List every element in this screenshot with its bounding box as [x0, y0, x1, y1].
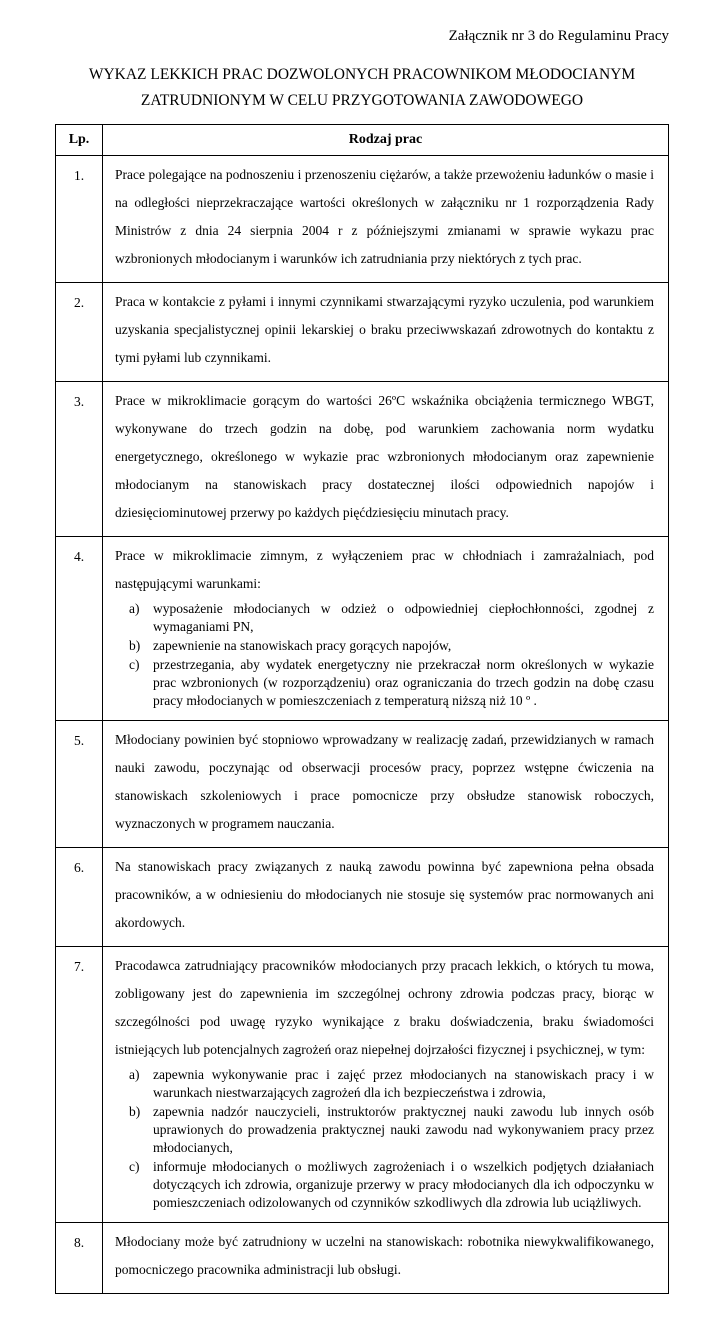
table-row — [56, 848, 669, 947]
sub-item-text: zapewnienie na stanowiskach pracy gorących napojów, — [153, 638, 452, 653]
annex-label: Załącznik nr 3 do Regulaminu Pracy — [448, 28, 669, 44]
row-content — [103, 537, 669, 721]
row-text: Młodociany może być zatrudniony w uczelni na stanowiskach: robotnika niewykwalifikowanego, pomocniczego pracownika administracji lub obsługi. — [115, 1234, 654, 1277]
row-text: Prace w mikroklimacie gorącym do wartości 26ºC wskaźnika obciążenia termicznego WBGT, wykonywane do trzech godzin na dobę, pod warunkiem zachowania norm wydatku energetycznego, określonego w wykazie prac wzbronionych młodocianym oraz zapewnienie młodocianym na stanowiskach pracy dostatecznej ilości odpowiednich napojów i dziesięciominutowej przerwy po każdych pięćdziesięciu minutach pracy. — [115, 393, 654, 520]
row-content — [103, 283, 669, 382]
row-content — [103, 382, 669, 537]
sub-item — [129, 656, 654, 710]
table-header — [56, 125, 669, 156]
sub-item — [129, 1158, 654, 1212]
row-number: 7. — [56, 947, 103, 1223]
sub-item — [129, 1103, 654, 1157]
sub-list — [129, 600, 654, 710]
column-header-lp: Lp. — [56, 125, 103, 156]
sub-list — [129, 1066, 654, 1212]
title-line-1: WYKAZ LEKKICH PRAC DOZWOLONYCH PRACOWNIKOM MŁODOCIANYM — [88, 66, 636, 83]
sub-item — [129, 1066, 654, 1102]
table-header-row — [56, 125, 669, 156]
row-content — [103, 947, 669, 1223]
sub-item-marker: b) — [129, 638, 141, 653]
sub-item-text: zapewnia nadzór nauczycieli, instruktorów praktycznej nauki zawodu lub innych osób uprawionych do prowadzenia praktycznej nauki zawodu nad wykonywaniem pracy przez młodocianych, — [153, 1104, 654, 1155]
table-row — [56, 283, 669, 382]
sub-item — [129, 600, 654, 636]
row-number: 3. — [56, 382, 103, 537]
table-body — [56, 156, 669, 1294]
row-text: Prace polegające na podnoszeniu i przenoszeniu ciężarów, a także przewożeniu ładunków o masie i na odległości nieprzekraczające wartości określonych w załączniku nr 1 rozporządzenia Rady Ministrów z dnia 24 sierpnia 2004 r z późniejszymi zmianami w sprawie wykazu prac wzbronionych młodocianym i warunków ich zatrudniania przy niektórych z tych prac. — [115, 167, 654, 266]
row-content — [103, 848, 669, 947]
row-content — [103, 156, 669, 283]
sub-item-marker: a) — [129, 1067, 140, 1082]
works-table — [55, 124, 669, 1294]
table-row — [56, 156, 669, 283]
sub-item-text: przestrzegania, aby wydatek energetyczny nie przekraczał norm określonych w wykazie prac wzbronionych (w rozporządzeniu) oraz ograniczania do trzech godzin na dobę czasu pracy młodocianych w pomieszczeniach z temperaturą niższą niż 10 º . — [153, 657, 654, 708]
sub-item-text: informuje młodocianych o możliwych zagrożeniach i o wszelkich podjętych działaniach dotyczących ich zdrowia, organizuje przerwy w pracy młodocianych dla ich odpoczynku w pomieszczeniach odizolowanych od czynników szkodliwych dla zdrowia lub uciążliwych. — [153, 1159, 654, 1210]
row-number: 5. — [56, 721, 103, 848]
sub-item-marker: b) — [129, 1104, 141, 1119]
row-text: Młodociany powinien być stopniowo wprowadzany w realizację zadań, przewidzianych w ramach nauki zawodu, poczynając od obserwacji procesów pracy, poprzez wstępne ćwiczenia na stanowiskach szkoleniowych i prace pomocnicze przy obsłudze stanowisk roboczych, wyznaczonych w programem nauczania. — [115, 732, 654, 831]
document-title — [55, 62, 669, 114]
table-row — [56, 947, 669, 1223]
row-content — [103, 721, 669, 848]
row-text: Na stanowiskach pracy związanych z nauką zawodu powinna być zapewniona pełna obsada pracowników, a w odniesieniu do młodocianych nie stosuje się systemów prac normowanych ani akordowych. — [115, 859, 654, 930]
table-row — [56, 721, 669, 848]
row-text: Pracodawca zatrudniający pracowników młodocianych przy pracach lekkich, o których tu mowa, zobligowany jest do zapewnienia im szczególnej ochrony zdrowia podczas pracy, biorąc w szczególności pod uwagę ryzyko wynikające z braku doświadczenia, braku świadomości istniejących lub potencjalnych zagrożeń oraz niepełnej dojrzałości fizycznej i psychicznej, w tym: — [115, 958, 654, 1057]
row-number: 6. — [56, 848, 103, 947]
row-number: 2. — [56, 283, 103, 382]
row-text: Praca w kontakcie z pyłami i innymi czynnikami stwarzającymi ryzyko uczulenia, pod warunkiem uzyskania specjalistycznej opinii lekarskiej o braku przeciwwskazań zdrowotnych do kontaktu z tymi pyłami lub czynnikami. — [115, 294, 654, 365]
sub-item-text: wyposażenie młodocianych w odzież o odpowiedniej ciepłochłonności, zgodnej z wymaganiami PN, — [153, 601, 654, 634]
table-row — [56, 1223, 669, 1294]
sub-item-marker: a) — [129, 601, 140, 616]
sub-item-text: zapewnia wykonywanie prac i zajęć przez młodocianych na stanowiskach pracy i w warunkach niestwarzających zagrożeń dla ich bezpieczeństwa i zdrowia, — [153, 1067, 654, 1100]
row-number: 1. — [56, 156, 103, 283]
table-row — [56, 537, 669, 721]
row-text: Prace w mikroklimacie zimnym, z wyłączeniem prac w chłodniach i zamrażalniach, pod następującymi warunkami: — [115, 548, 654, 591]
sub-item-marker: c) — [129, 657, 140, 672]
row-content — [103, 1223, 669, 1294]
column-header-rodzaj: Rodzaj prac — [103, 125, 669, 156]
sub-item — [129, 637, 654, 655]
row-number: 8. — [56, 1223, 103, 1294]
table-row — [56, 382, 669, 537]
row-number: 4. — [56, 537, 103, 721]
title-line-2: ZATRUDNIONYM W CELU PRZYGOTOWANIA ZAWODOWEGO — [140, 92, 584, 109]
sub-item-marker: c) — [129, 1159, 140, 1174]
